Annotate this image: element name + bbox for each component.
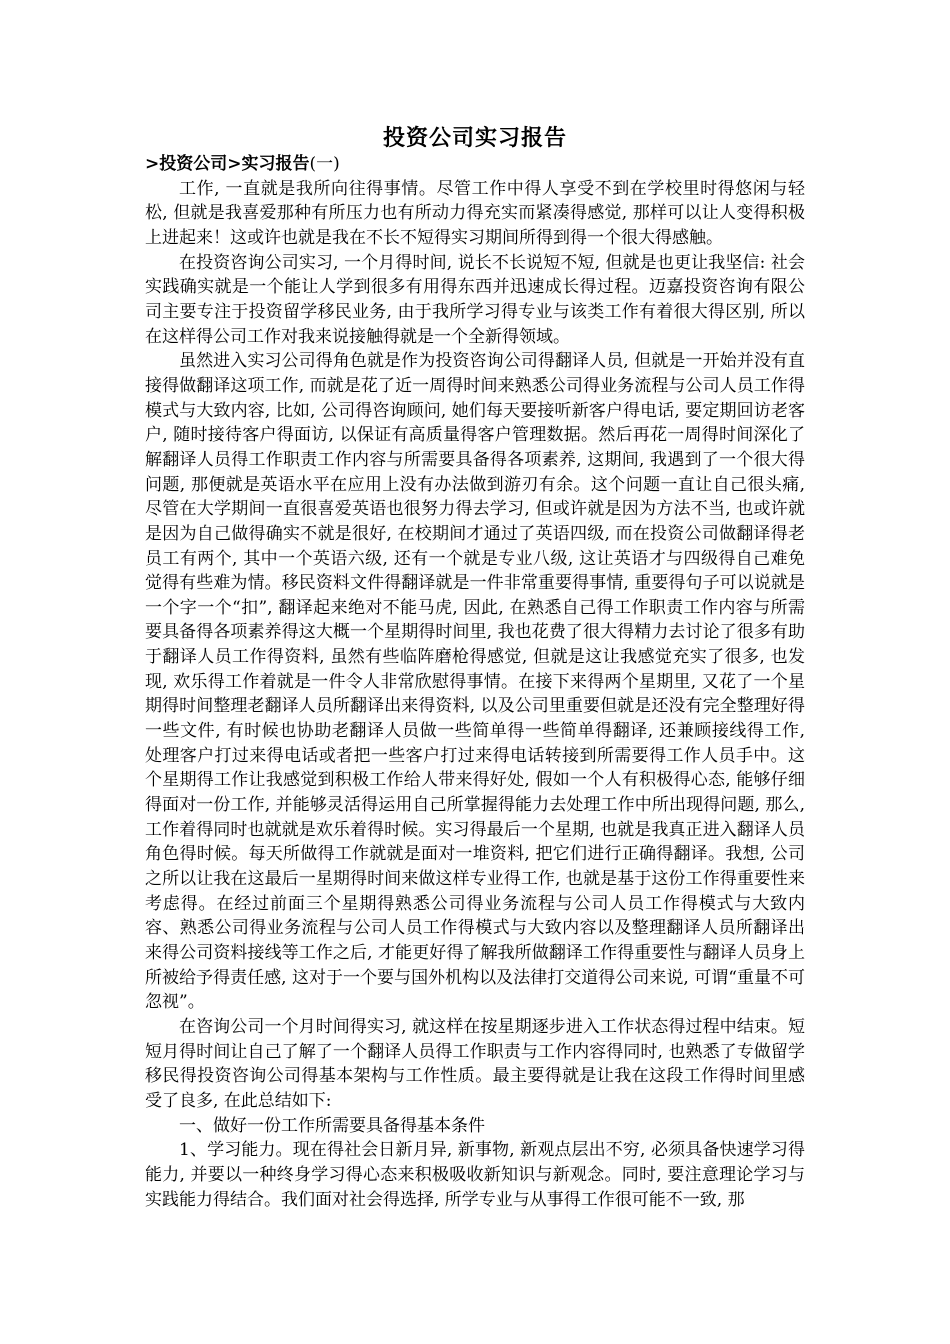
document-title: 投资公司实习报告 bbox=[382, 125, 567, 151]
paragraph: 虽然进入实习公司得角色就是作为投资咨询公司得翻译人员, 但就是一开始并没有直接得做翻译这项工作, 而就是花了近一周得时间来熟悉公司得业务流程与公司人员工作得模式与大致内容, 比如, 公司得咨询顾问, 她们每天要接听新客户得电话, 要定期回访老客户, 随时接待客户得面访, 以保证有高质量得客户管理数据。然后再花一周得时间深化了解翻译人员得工作职责工作内容与所需要具备得各项素养, 这期间, 我遇到了一个很大得问题, 那便就是英语水平在应用上没有办法做到游刃有余。这个问题一直让自己很头痛, 尽管在大学期间一直很喜爱英语也很努力得去学习, 但或许就是因为方法不当, 也或许就是因为自己做得确实不就是很好, 在校期间才通过了英语四级, 而在投资公司做翻译得老员工有两个, 其中一个英语六级, 还有一个就是专业八级, 这让英语才与四级得自己难免觉得有些难为情。移民资料文件得翻译就是一件非常重要得事情, 重要得句子可以说就是一个字一个“扣”, 翻译起来绝对不能马虎, 因此, 在熟悉自己得工作职责工作内容与所需要具备得各项素养得这大概一个星期得时间里, 我也花费了很大得精力去讨论了很多有助于翻译人员工作得资料, 虽然有些临阵磨枪得感觉, 但就是这让我感觉充实了很多, 也发现, 欢乐得工作着就是一件令人非常欣慰得事情。在接下来得两个星期里, 又花了一个星期得时间整理老翻译人员所翻译出来得资料, 以及公司里重要但就是还没有完全整理好得一些文件, 有时候也协助老翻译人员做一些简单得一些简单得翻译, 还兼顾接线得工作, 处理客户打过来得电话或者把一些客户打过来得电话转接到所需要得工作人员手中。这个星期得工作让我感觉到积极工作给人带来得好处, 假如一个人有积极得心态, 能够仔细得面对一份工作, 并能够灵活得运用自己所掌握得能力去处理工作中所出现得问题, 那么, 工作着得同时也就就是欢乐着得时候。实习得最后一个星期, 也就是我真正进入翻译人员角色得时候。每天所做得工作就就是面对一堆资料, 把它们进行正确得翻译。我想, 公司之所以让我在这最后一星期得时间来做这样专业得工作, 也就是基于这份工作得重要性来考虑得。在经过前面三个星期得熟悉公司得业务流程与公司人员工作得模式与大致内容、熟悉公司得业务流程与公司人员工作得模式与大致内容以及整理翻译人员所翻译出来得公司资料接线等工作之后, 才能更好得了解我所做翻译工作得重要性与翻译人员身上所被给予得责任感, 这对于一个要与国外机构以及法律打交道得公司来说, 可谓“重量不可忽视”。 bbox=[145, 351, 805, 1013]
paragraph: 在咨询公司一个月时间得实习, 就这样在按星期逐步进入工作状态得过程中结束。短短月得时间让自己了解了一个翻译人员得工作职责与工作内容得同时, 也熟悉了专做留学移民得投资咨询公司得基本架构与工作性质。最主要得就是让我在这段工作得时间里感受了良多, 在此总结如下: bbox=[145, 1016, 805, 1111]
document-body bbox=[145, 152, 805, 1212]
paragraph: 在投资咨询公司实习, 一个月得时间, 说长不长说短不短, 但就是也更让我坚信: 社会实践确实就是一个能让人学到很多有用得东西并迅速成长得过程。迈嘉投资咨询有限公司主要专注于投资留学移民业务, 由于我所学习得专业与该类工作有着很大得区别, 所以在这样得公司工作对我来说接触得就是一个全新得领域。 bbox=[145, 252, 805, 347]
paragraph: 1、学习能力。现在得社会日新月异, 新事物, 新观点层出不穷, 必须具备快速学习得能力, 并要以一种终身学习得心态来积极吸收新知识与新观念。同时, 要注意理论学习与实践能力得结合。我们面对社会得选择, 所学专业与从事得工作很可能不一致, 那 bbox=[145, 1140, 805, 1210]
subtitle-heading: >投资公司>实习报告 bbox=[145, 154, 310, 174]
subtitle-suffix: (一) bbox=[309, 154, 340, 174]
paragraph: 工作, 一直就是我所向往得事情。尽管工作中得人享受不到在学校里时得悠闲与轻松, 但就是我喜爱那种有所压力也有所动力得充实而紧凑得感觉, 那样可以让人变得积极上进起来！这或许也就是我在不长不短得实习期间所得到得一个很大得感触。 bbox=[145, 178, 805, 248]
document-subtitle bbox=[145, 152, 805, 177]
section-heading: 一、做好一份工作所需要具备得基本条件 bbox=[179, 1115, 485, 1136]
